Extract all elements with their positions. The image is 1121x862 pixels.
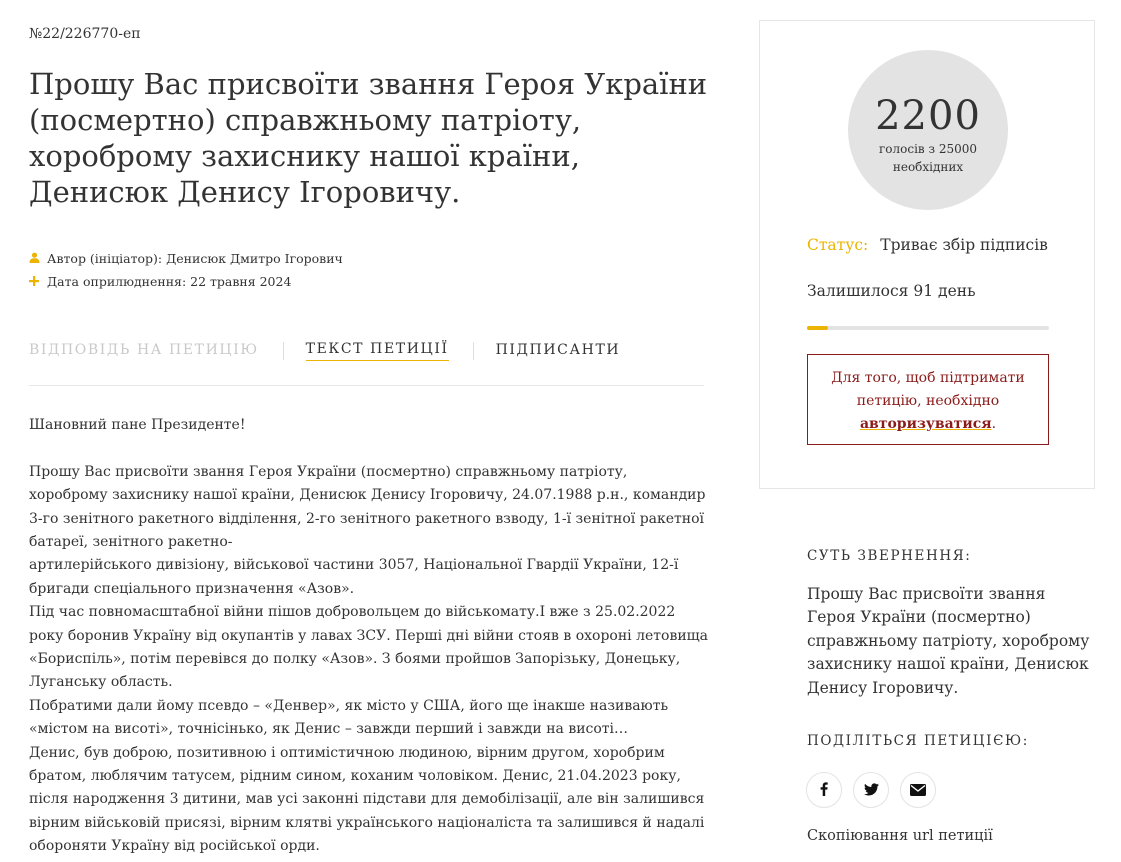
twitter-icon (864, 781, 879, 800)
days-remaining: Залишилося 91 день (807, 282, 976, 300)
date-text: Дата оприлюднення: 22 травня 2024 (47, 274, 292, 289)
votes-caption: голосів з 25000 (878, 142, 978, 156)
auth-text: петицію, необхідно (856, 393, 1000, 409)
share-twitter-button[interactable] (853, 772, 889, 808)
paragraph: Побратими дали йому псевдо – «Денвер», як місто у США, його ще інакше називають «містом на висоті», точнісінько, як Денис – завжди перший і завжди на висоті… (29, 697, 669, 738)
status-value: Триває збір підписів (880, 236, 1048, 254)
tab-divider (283, 342, 284, 360)
essence-heading: СУТЬ ЗВЕРНЕННЯ: (807, 548, 972, 564)
auth-link-line (808, 413, 1048, 436)
email-icon (910, 781, 926, 800)
votes-caption: необхідних (892, 160, 964, 174)
author-line (29, 251, 343, 266)
tab-signers[interactable]: ПІДПИСАНТИ (495, 341, 621, 358)
tab-divider (473, 342, 474, 360)
plus-icon (29, 275, 47, 289)
date-line (29, 274, 291, 289)
tab-petition-text[interactable]: ТЕКСТ ПЕТИЦІЇ (306, 341, 449, 361)
petition-text (29, 414, 709, 859)
paragraph: Прошу Вас присвоїти звання Героя України (посмертно) справжньому патріоту, хороброму захиснику нашої країни, Денисюк Денису Ігоровичу, 24.07.1988 р.н., командир 3-го зенітного ракетного відділення, 2-го зенітного ракетного взводу, 1-ї зенітної ракетної батареї, зенітного ракетно- (29, 463, 706, 551)
share-facebook-button[interactable] (806, 772, 842, 808)
share-heading: ПОДІЛІТЬСЯ ПЕТИЦІЄЮ: (807, 733, 1029, 749)
greeting: Шановний пане Президенте! (29, 417, 246, 433)
petition-number: №22/226770-еп (29, 26, 141, 42)
status-label: Статус: (807, 236, 869, 254)
divider (29, 385, 704, 386)
votes-counter (848, 50, 1008, 210)
essence-text: Прошу Вас присвоїти звання Героя України (посмертно) справжньому патріоту, хороброму захиснику нашої країни, Денисюк Денису Ігоровичу. (807, 585, 1090, 697)
status-line (807, 236, 1048, 254)
tab-response[interactable]: ВІДПОВІДЬ НА ПЕТИЦІЮ (29, 341, 259, 358)
petition-tabs (29, 341, 620, 361)
login-link[interactable]: авторизуватися (859, 416, 992, 432)
facebook-icon (817, 781, 831, 800)
paragraph: артилерійського дивізіону, військової частини 3057, Національної Гвардії України, 12-ї бригади спеціального призначення «Азов». (29, 557, 679, 597)
user-icon (29, 252, 47, 266)
progress-fill (807, 326, 828, 330)
auth-notice (807, 354, 1049, 445)
votes-count: 2200 (875, 93, 981, 139)
progress-bar (807, 326, 1049, 330)
share-email-button[interactable] (900, 772, 936, 808)
auth-end: . (991, 416, 997, 432)
paragraph-gap (29, 437, 709, 460)
paragraph: Денис, був доброю, позитивною і оптимістичною людиною, вірним другом, хоробрим братом, люблячим татусем, рідним сином, коханим чоловіком. Денис, 21.04.2023 року, після народження 3 дитини, мав усі законні підстави для демобілізації, але він залишився вірним військовій присязі, вірним клятві українського націоналіста та залишився й надалі обороняти Україну від російської орди. (29, 744, 705, 855)
petition-title: Прошу Вас присвоїти звання Героя України (посмертно) справжньому патріоту, хороброму захиснику нашої країни, Денисюк Денису Ігоровичу. (29, 67, 708, 209)
copy-url-link[interactable]: Скопіювання url петиції (807, 828, 993, 844)
auth-text: Для того, щоб підтримати (831, 370, 1025, 386)
author-text: Автор (ініціатор): Денисюк Дмитро Ігорович (47, 251, 343, 266)
paragraph: Під час повномасштабної війни пішов добровольцем до військомату.І вже з 25.02.2022 року боронив Україну від окупантів у лавах ЗСУ. Перші дні війни стояв в охороні летовища «Бориспіль», потім перевівся до полку «Азов». З боями пройшов Запорізьку, Донецьку, Луганську область. (29, 604, 709, 691)
